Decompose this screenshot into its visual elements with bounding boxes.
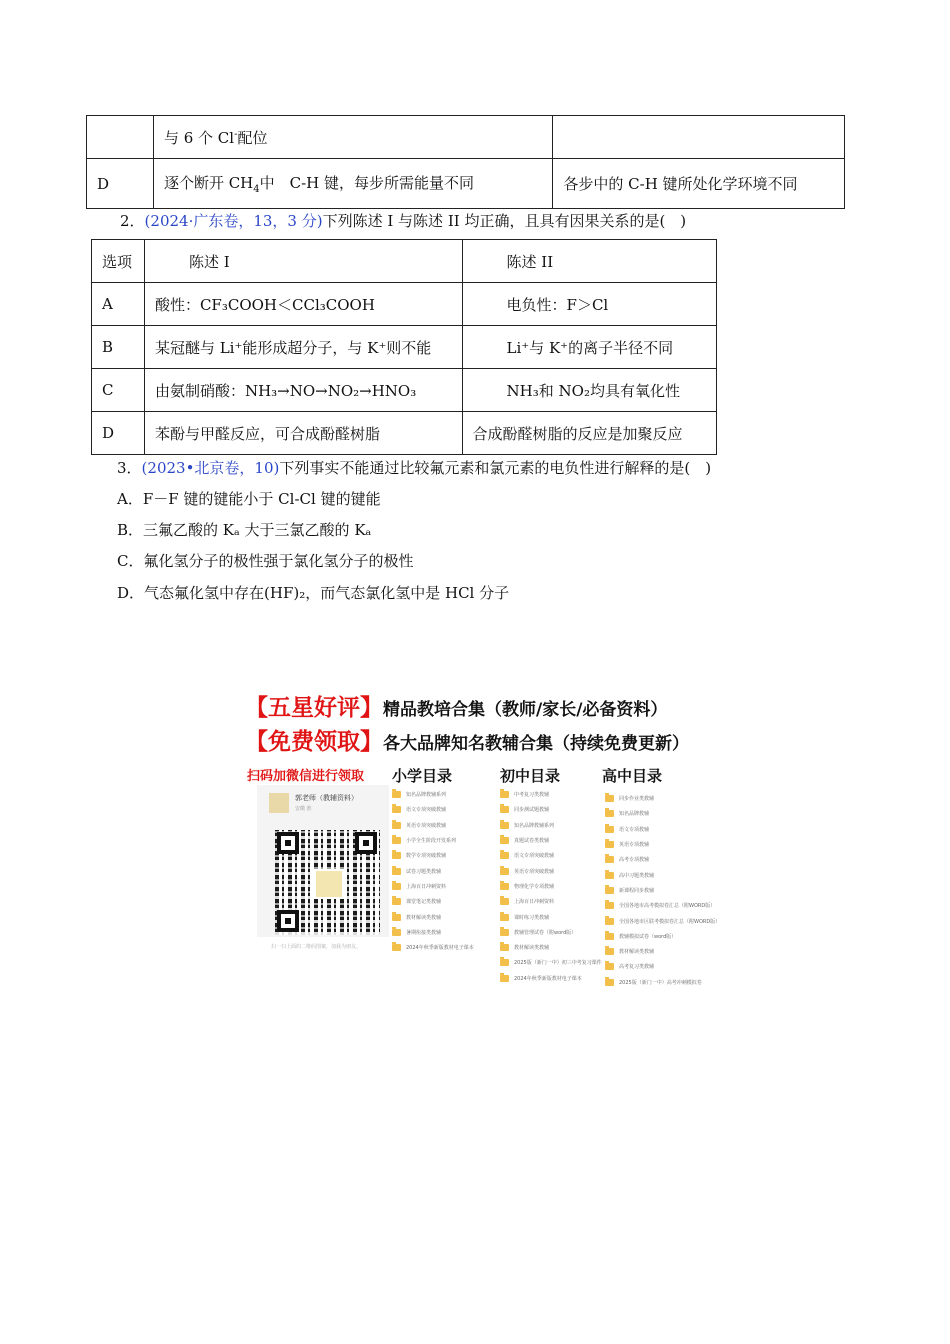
folder-icon (392, 883, 401, 890)
folder-label: 同步作业类教辅 (619, 796, 655, 803)
folder-label: 全国各地市区联考模拟卷汇总（附WORD版） (619, 918, 721, 925)
folder-icon (392, 822, 401, 829)
folder-label: 上海百日冲刺资料 (406, 883, 447, 890)
folder-label: 语文专项突破教辅 (406, 807, 447, 814)
row-statement-1: 某冠醚与 Li⁺能形成超分子，与 K⁺则不能 (144, 326, 462, 369)
folder-icon (392, 929, 401, 936)
statement-cell: 逐个断开 $CH_4$中 C-H 键，每步所需能量不同 (153, 159, 552, 209)
row-option: A (92, 283, 145, 326)
folder-icon (392, 914, 401, 921)
table-continuation (86, 115, 845, 209)
table-row (92, 412, 717, 455)
folder-label: 英语专项突破教辅 (514, 868, 555, 875)
qr-finder-icon (277, 832, 299, 854)
row-option: B (92, 326, 145, 369)
table-row (87, 116, 845, 159)
avatar (269, 793, 289, 813)
reason-cell: 各步中的 C-H 键所处化学环境不同 (553, 159, 845, 209)
folder-label: 2024年秋季新版教材电子课本 (406, 945, 474, 952)
middle-catalog-list (500, 787, 602, 986)
folder-label: 2024年秋季新版教材电子课本 (514, 975, 582, 982)
folder-icon (605, 933, 614, 940)
folder-label: 高中习题类教辅 (619, 872, 655, 879)
folder-list-item[interactable] (605, 929, 720, 944)
folder-label: 知名品牌教辅系列 (514, 822, 555, 829)
reason-cell (553, 116, 845, 159)
folder-icon (500, 822, 509, 829)
folder-list-item[interactable] (500, 971, 602, 986)
folder-list-item[interactable] (500, 955, 602, 970)
table-row (92, 283, 717, 326)
folder-icon (392, 837, 401, 844)
folder-label: 上海百日冲刺资料 (514, 899, 555, 906)
row-statement-2: 电负性：F＞Cl (462, 283, 716, 326)
folder-icon (500, 944, 509, 951)
folder-label: 知名品牌教辅 (619, 811, 650, 818)
folder-icon (392, 791, 401, 798)
promo-banner (245, 685, 721, 986)
question-number: 3． (117, 459, 142, 477)
row-option: C (92, 369, 145, 412)
folder-list-item[interactable] (605, 822, 720, 837)
table-row (87, 159, 845, 209)
header-option: 选项 (92, 240, 145, 283)
folder-list-item[interactable] (500, 787, 602, 802)
folder-icon (605, 963, 614, 970)
folder-list-item[interactable] (605, 959, 720, 974)
row-option: D (92, 412, 145, 455)
question-source: (2023•北京卷，10) (141, 459, 280, 477)
primary-catalog-list (392, 787, 474, 955)
folder-icon (500, 929, 509, 936)
folder-list-item[interactable] (605, 791, 720, 806)
row-statement-1: 由氨制硝酸：NH₃→NO→NO₂→HNO₃ (144, 369, 462, 412)
folder-label: 课时练习类教辅 (514, 914, 550, 921)
folder-list-item[interactable] (392, 802, 474, 817)
table-row (92, 326, 717, 369)
question-2 (120, 210, 686, 231)
folder-icon (392, 944, 401, 951)
folder-label: 试卷习题类教辅 (406, 868, 442, 875)
folder-label: 高考复习类教辅 (619, 964, 655, 971)
folder-icon (500, 914, 509, 921)
table-header-row (92, 240, 717, 283)
folder-icon (500, 806, 509, 813)
qr-finder-icon (355, 832, 377, 854)
folder-list-item[interactable] (392, 787, 474, 802)
folder-list-item[interactable] (605, 913, 720, 928)
row-statement-2: Li⁺与 K⁺的离子半径不同 (462, 326, 716, 369)
folder-icon (500, 959, 509, 966)
folder-icon (392, 806, 401, 813)
folder-label: 英语专项突破教辅 (406, 822, 447, 829)
folder-list-item[interactable] (500, 940, 602, 955)
option-a: A．F－F 键的键能小于 Cl-Cl 键的键能 (117, 490, 381, 508)
folder-list-item[interactable] (392, 940, 474, 955)
folder-list-item[interactable] (500, 909, 602, 924)
statement-cell: 与 6 个 Cl-配位 (153, 116, 552, 159)
folder-icon (605, 856, 614, 863)
folder-icon (500, 868, 509, 875)
folder-list-item[interactable] (605, 944, 720, 959)
option-c: C．氟化氢分子的极性强于氯化氢分子的极性 (117, 552, 414, 570)
folder-list-item[interactable] (392, 863, 474, 878)
folder-icon (605, 887, 614, 894)
folder-list-item[interactable] (500, 879, 602, 894)
folder-label: 教材解读类教辅 (406, 914, 442, 921)
folder-label: 2025版（新门一中）初三中考复习课件 (514, 960, 602, 967)
folder-list-item[interactable] (605, 898, 720, 913)
option-d: D．气态氟化氢中存在(HF)₂，而气态氯化氢中是 HCl 分子 (117, 584, 510, 602)
folder-list-item[interactable] (500, 848, 602, 863)
folder-list-item[interactable] (500, 833, 602, 848)
folder-label: 课堂笔记类教辅 (406, 899, 442, 906)
folder-list-item[interactable] (392, 879, 474, 894)
folder-icon (500, 852, 509, 859)
folder-list-item[interactable] (605, 867, 720, 882)
folder-label: 语文专项教辅 (619, 826, 650, 833)
question-3 (117, 457, 711, 478)
folder-icon (605, 902, 614, 909)
question-text: 下列事实不能通过比较氟元素和氯元素的电负性进行解释的是( ) (279, 459, 712, 477)
folder-list-item[interactable] (605, 806, 720, 821)
folder-list-item[interactable] (500, 894, 602, 909)
folder-list-item[interactable] (500, 863, 602, 878)
folder-list-item[interactable] (500, 802, 602, 817)
row-statement-2: NH₃和 NO₂均具有氧化性 (462, 369, 716, 412)
folder-icon (500, 898, 509, 905)
qr-footer-text: 扫一扫上面的二维码图案，加我为朋友。 (271, 944, 362, 950)
folder-list-item[interactable] (392, 894, 474, 909)
folder-label: 教材解读类教辅 (514, 945, 550, 952)
row-statement-2: 合成酚醛树脂的反应是加聚反应 (462, 412, 716, 455)
banner-line-2: 【免费领取】各大品牌知名教辅合集（持续免费更新） (245, 729, 689, 755)
scan-label: 扫码加微信进行领取 (247, 769, 365, 784)
folder-label: 英语专项教辅 (619, 842, 650, 849)
folder-list-item[interactable] (605, 883, 720, 898)
folder-label: 中考复习类教辅 (514, 792, 550, 799)
header-statement-2: 陈述 II (462, 240, 716, 283)
folder-list-item[interactable] (392, 833, 474, 848)
folder-label: 新课程同步教辅 (619, 887, 655, 894)
primary-catalog-title: 小学目录 (392, 767, 453, 785)
folder-label: 数学专项突破教辅 (406, 853, 447, 860)
folder-label: 真题试卷类教辅 (514, 838, 550, 845)
folder-list-item[interactable] (605, 975, 720, 990)
folder-icon (605, 810, 614, 817)
row-label (87, 116, 154, 159)
folder-icon (500, 975, 509, 982)
high-catalog-list (605, 791, 720, 990)
question-number: 2． (120, 212, 145, 230)
qr-contact-region: 安徽 淮 (295, 806, 312, 812)
folder-list-item[interactable] (392, 925, 474, 940)
folder-list-item[interactable] (392, 909, 474, 924)
row-statement-1: 苯酚与甲醛反应，可合成酚醛树脂 (144, 412, 462, 455)
folder-icon (392, 898, 401, 905)
folder-list-item[interactable] (500, 925, 602, 940)
folder-label: 高考专项教辅 (619, 857, 650, 864)
folder-list-item[interactable] (500, 818, 602, 833)
qr-contact-name: 郭老师（教辅资料） (295, 794, 358, 802)
qr-center-logo (314, 869, 344, 899)
folder-icon (605, 841, 614, 848)
folder-icon (392, 852, 401, 859)
folder-icon (605, 979, 614, 986)
folder-label: 暑期衔接类教辅 (406, 929, 442, 936)
question-source: (2024·广东卷，13，3 分) (144, 212, 323, 230)
folder-label: 知名品牌教辅系列 (406, 792, 447, 799)
folder-icon (392, 868, 401, 875)
options-table (91, 239, 717, 455)
folder-icon (500, 791, 509, 798)
table-row (92, 369, 717, 412)
header-statement-1: 陈述 I (144, 240, 462, 283)
option-b: B．三氟乙酸的 Kₐ 大于三氯乙酸的 Kₐ (117, 521, 372, 539)
folder-icon (500, 837, 509, 844)
folder-list-item[interactable] (392, 818, 474, 833)
folder-label: 2025版（新门一中）高考冲刺模拟卷 (619, 979, 702, 986)
folder-icon (605, 918, 614, 925)
folder-list-item[interactable] (605, 852, 720, 867)
folder-label: 语文专项突破教辅 (514, 853, 555, 860)
folder-icon (605, 872, 614, 879)
folder-label: 同步测试题教辅 (514, 807, 550, 814)
banner-line-1: 【五星好评】精品教培合集（教师/家长/必备资料） (245, 695, 668, 721)
folder-list-item[interactable] (392, 848, 474, 863)
folder-icon (605, 948, 614, 955)
row-label: D (87, 159, 154, 209)
folder-label: 物理化学专项教辅 (514, 883, 555, 890)
folder-label: 教材解读类教辅 (619, 949, 655, 956)
folder-icon (500, 883, 509, 890)
folder-icon (605, 826, 614, 833)
qr-finder-icon (277, 910, 299, 932)
folder-label: 教辅管理试卷（附word版） (514, 929, 577, 936)
row-statement-1: 酸性：CF₃COOH＜CCl₃COOH (144, 283, 462, 326)
qr-card[interactable] (257, 785, 389, 950)
folder-label: 小学全生阶段开发系列 (406, 838, 457, 845)
question-text: 下列陈述 I 与陈述 II 均正确，且具有因果关系的是( ) (322, 212, 687, 230)
folder-label: 全国各地市高考模拟卷汇总（附WORD版） (619, 903, 716, 910)
middle-catalog-title: 初中目录 (500, 767, 561, 785)
folder-icon (605, 795, 614, 802)
folder-label: 教辅模拟试卷（word版） (619, 933, 677, 940)
folder-list-item[interactable] (605, 837, 720, 852)
high-catalog-title: 高中目录 (602, 767, 663, 785)
